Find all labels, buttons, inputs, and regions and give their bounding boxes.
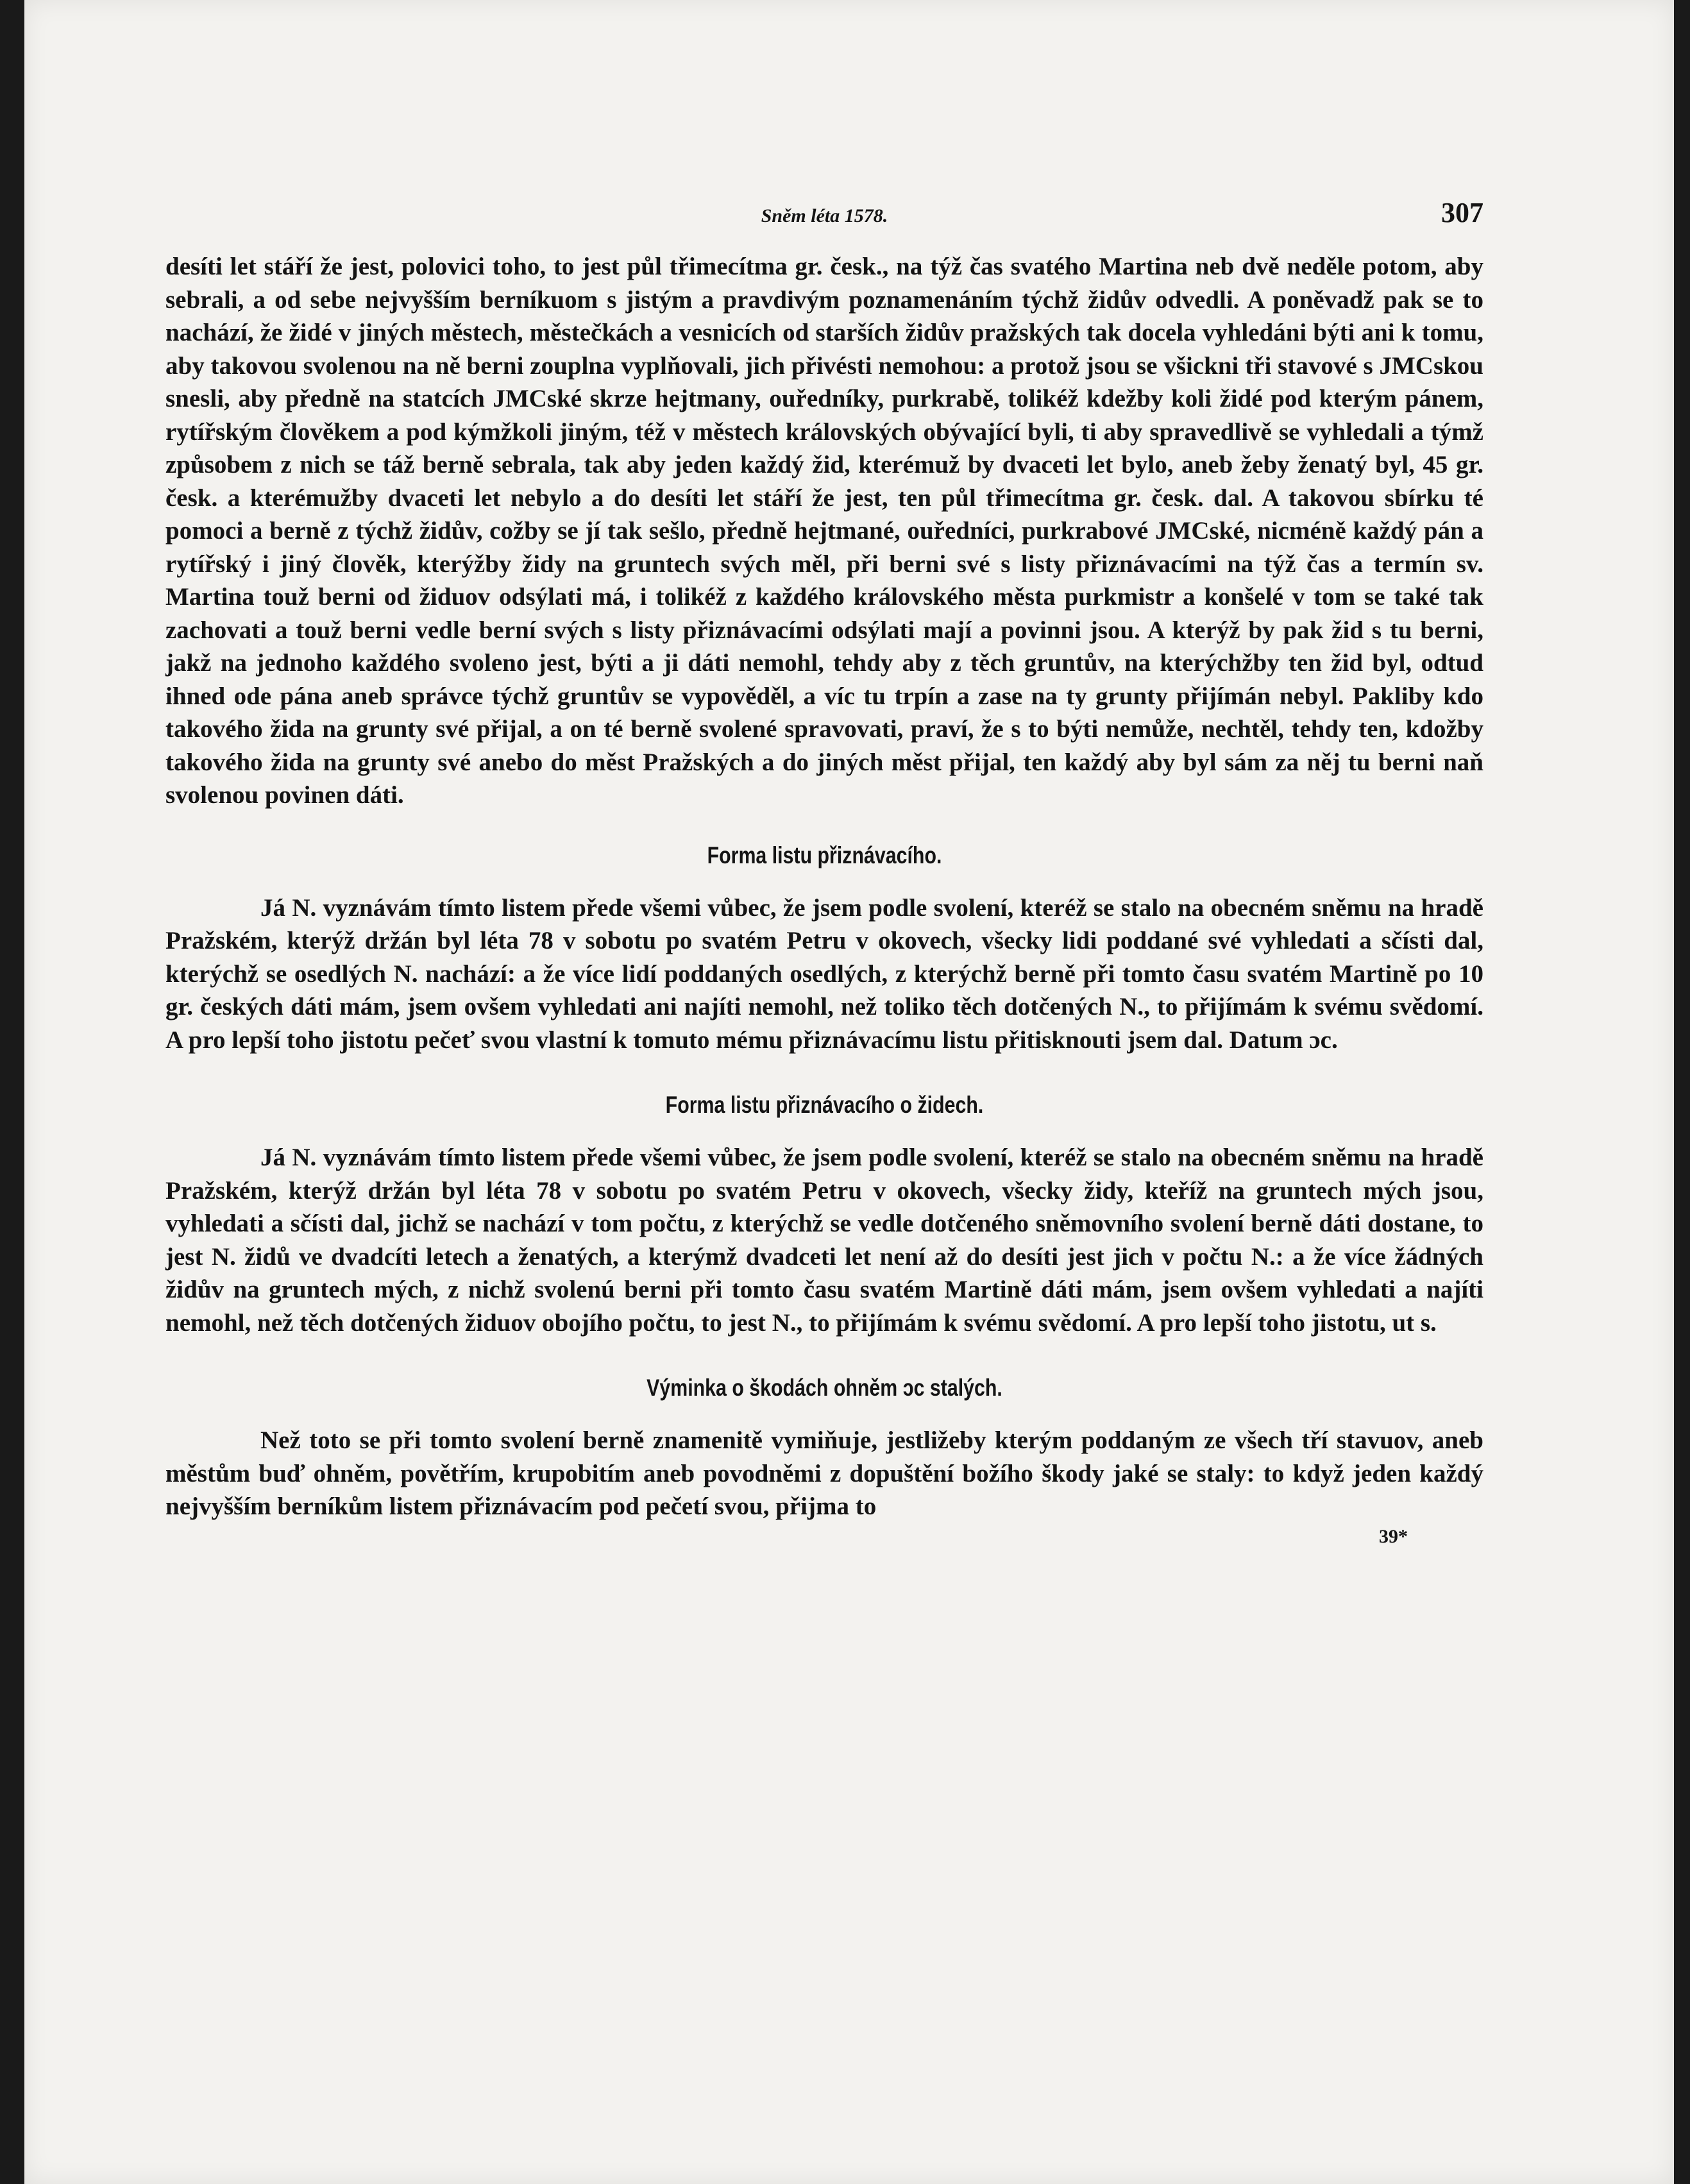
section-heading: Forma listu přiznávacího o židech. (665, 1092, 984, 1118)
section-vyminka-o-skodach (165, 1371, 1483, 1523)
paragraph: Než toto se při tomto svolení berně znamenitě vymiňuje, jestližeby kterým poddaným ze všech tří stavuov, aneb městům buď ohněm, povětřím, krupobitím aneb povodněmi z dopuštění božího škody jaké se staly: to když jeden každý nejvyšším berníkům listem přiznávacím pod pečetí svou, přijma to (165, 1426, 1483, 1520)
section-heading: Výminka o škodách ohněm ɔc stalých. (646, 1375, 1002, 1401)
running-head (165, 192, 1483, 250)
paragraph: Já N. vyznávám tímto listem přede všemi vůbec, že jsem podle svolení, kteréž se stalo na obecném sněmu na hradě Pražském, kterýž držán byl léta 78 v sobotu po svatém Petru v okovech, všecky židy, kteříž na gruntech mých jsou, vyhledati a sčísti dal, jichž se nachází v tom počtu, z kterýchž se vedle dotčeného sněmovního svolení berně dáti dostane, to jest N. židů ve dvadcíti letech a ženatých, a kterýmž dvadceti let není až do desíti jest jich v počtu N.: a že více žádných židův na gruntech mých, z nichž svolenú berni při tomto času svatém Martině dáti mám, jsem ovšem vyhledati a najíti nemohl, než těch dotčených židuov obojího počtu, to jest N., to přijímám k svému svědomí. A pro lepší toho jistotu, ut s. (165, 1144, 1483, 1337)
section-heading: Forma listu přiznávacího. (707, 842, 942, 868)
running-title: Sněm léta 1578. (761, 205, 888, 226)
paragraph: Já N. vyznávám tímto listem přede všemi vůbec, že jsem podle svolení, kteréž se stalo na obecném sněmu na hradě Pražském, kterýž držán byl léta 78 v sobotu po svatém Petru v okovech, všecky lidi poddané své vyhledati a sčísti dal, kterýchž se osedlých N. nachází: a že více lidí poddaných osedlých, z kterýchž berně při tomto času svatém Martině po 10 gr. českých dáti mám, jsem ovšem vyhledati ani najíti nemohl, než toliko těch dotčených N., to přijímám k svému svědomí. A pro lepší toho jistotu pečeť svou vlastní k tomuto mému přiznávacímu listu přitisknouti jsem dal. Datum ɔc. (165, 893, 1483, 1054)
paragraph: desíti let stáří že jest, polovici toho, to jest půl třimecítma gr. česk., na týž čas svatého Martina neb dvě neděle potom, aby sebrali, a od sebe nejvyšším berníkuom s jistým a pravdivým poznamenáním týchž židův odvedli. A poněvadž pak se to nachází, že židé v jiných městech, městečkách a vesnicích od starších židův pražských tak docela vyhledáni býti ani k tomu, aby takovou svolenou na ně berni zouplna vyplňovali, jich přivésti nemohou: a protož jsou se všickni tři stavové s JMCskou snesli, aby předně na statcích JMCské skrze hejtmany, ouředníky, purkrabě, tolikéž kdežby koli židé pod kterým pánem, rytířským člověkem a pod kýmžkoli jiným, též v městech královských obývající byli, ti aby spravedlivě se vyhledali a týmž způsobem z nich se táž berně sebrala, tak aby jeden každý žid, kterémuž by dvaceti let bylo, aneb žeby ženatý byl, 45 gr. česk. a kterémužby dvaceti let nebylo a do desíti let stáří že jest, ten půl třimecítma gr. česk. dal. A takovou sbírku té pomoci a berně z týchž židův, cožby se jí tak sešlo, předně hejtmané, ouředníci, purkrabové JMCské, nicméně každý pán a rytířský i jiný člověk, kterýžby židy na gruntech svých měl, při berni své s listy přiznávacími na týž čas a termín sv. Martina touž berni od židuov odsýlati má, i tolikéž z každého královského města purkmistr a konšelé v tom se také tak zachovati a touž berni vedle berní svých s listy přiznávacími odsýlati mají a povinni jsou. A kterýž by pak žid s tu berni, jakž na jednoho každého svoleno jest, býti a ji dáti nemohl, tehdy aby z těch gruntův, na kterýchžby ten žid byl, odtud ihned ode pána aneb správce týchž gruntův se vypověděl, a víc tu trpín a zase na ty grunty přijímán nebyl. Pakliby kdo takového žida na grunty své přijal, a on té berně svolené spravovati, praví, že s to býti nemůže, nechtěl, tehdy ten, kdožby takového žida na grunty své anebo do měst Pražských a do jiných měst přijal, ten každý aby byl sám za něj tu berni naň svolenou povinen dáti. (165, 253, 1483, 809)
page-number: 307 (1441, 197, 1483, 228)
page-content (165, 192, 1483, 1548)
section-continuation (165, 250, 1483, 812)
section-forma-listu-priznavaciho (165, 839, 1483, 1057)
document-page (24, 0, 1674, 2184)
section-forma-listu-o-zidech (165, 1088, 1483, 1339)
signature-mark: 39* (1379, 1525, 1408, 1547)
